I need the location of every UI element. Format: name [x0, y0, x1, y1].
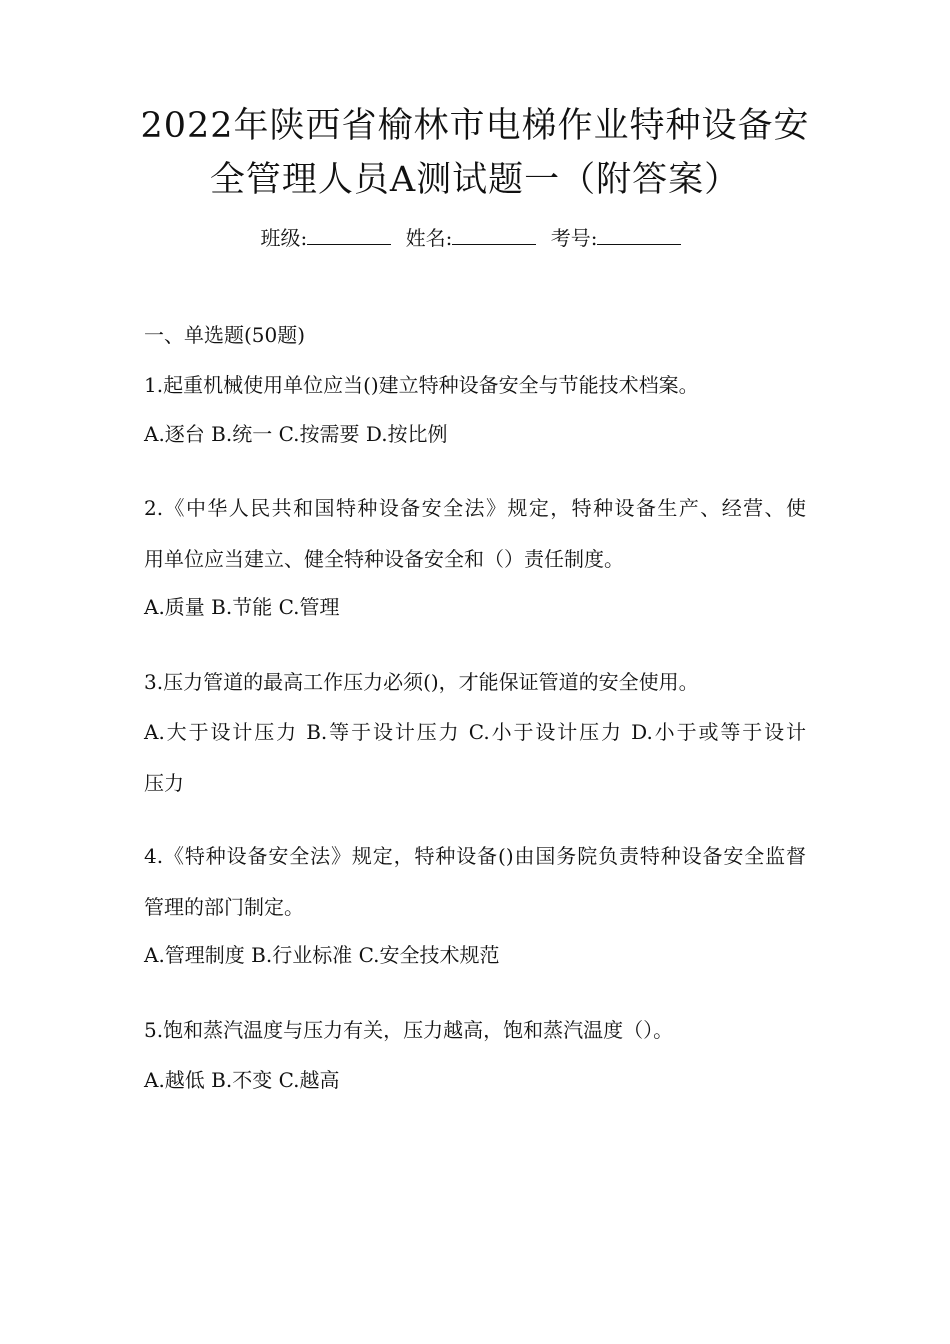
question-4-stem-line-2: 管理的部门制定。	[144, 895, 304, 919]
question-3-stem-line-1: 3.压力管道的最高工作压力必须()，才能保证管道的安全使用。	[144, 670, 699, 694]
question-5-stem-line-1: 5.饱和蒸汽温度与压力有关，压力越高，饱和蒸汽温度（）。	[144, 1018, 674, 1042]
question-2-stem-line-1: 2.《中华人民共和国特种设备安全法》规定，特种设备生产、经营、使	[144, 496, 806, 520]
question-2-stem-line-2: 用单位应当建立、健全特种设备安全和（）责任制度。	[144, 547, 624, 571]
question-2-options-line-1: A.质量 B.节能 C.管理	[144, 595, 340, 619]
name-label: 姓名:	[405, 226, 453, 250]
question-1-stem-line-1: 1.起重机械使用单位应当()建立特种设备安全与节能技术档案。	[144, 373, 699, 397]
class-blank	[307, 224, 391, 245]
name-blank	[452, 224, 536, 245]
section-heading: 一、单选题(50题)	[144, 323, 306, 347]
student-info-row	[0, 224, 950, 252]
document-title-line-1: 2022年陕西省榆林市电梯作业特种设备安	[140, 106, 810, 146]
question-4-options-line-1: A.管理制度 B.行业标准 C.安全技术规范	[144, 943, 500, 967]
document-title-line-2: 全管理人员A测试题一（附答案）	[209, 160, 741, 200]
question-3-options-line-1: A.大于设计压力 B.等于设计压力 C.小于设计压力 D.小于或等于设计	[144, 720, 806, 744]
exam-no-label: 考号:	[550, 226, 598, 250]
question-3-options-line-2: 压力	[144, 771, 184, 795]
question-4-stem-line-1: 4.《特种设备安全法》规定，特种设备()由国务院负责特种设备安全监督	[144, 844, 806, 868]
question-5-options-line-1: A.越低 B.不变 C.越高	[144, 1068, 340, 1092]
exam-no-blank	[597, 224, 681, 245]
class-label: 班级:	[260, 226, 308, 250]
question-1-options-line-1: A.逐台 B.统一 C.按需要 D.按比例	[144, 422, 448, 446]
